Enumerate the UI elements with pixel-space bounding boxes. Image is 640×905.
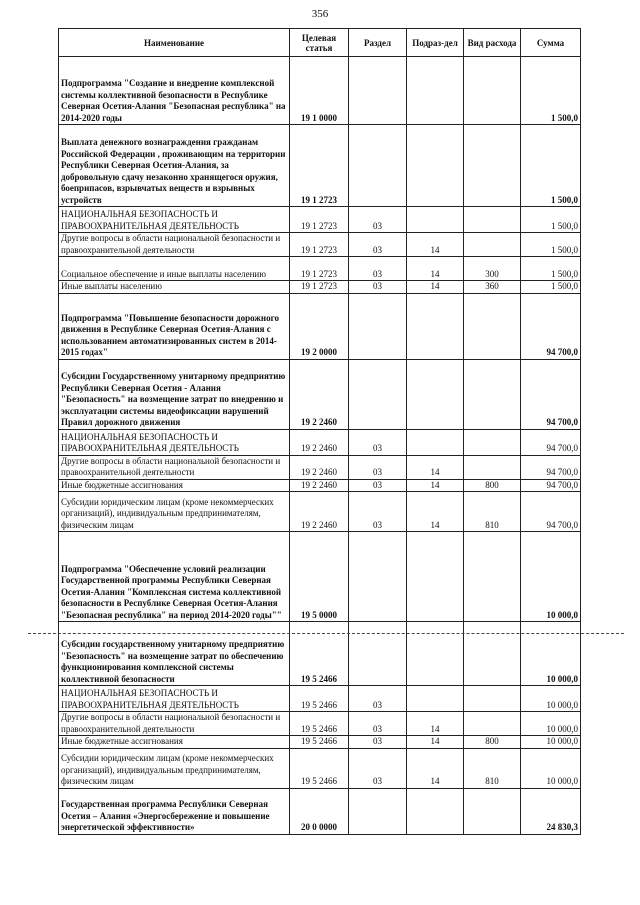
sum-cell: 94 700,0 (521, 492, 581, 532)
section-cell (349, 532, 407, 622)
expense-cell (464, 788, 521, 834)
page-number: 356 (311, 8, 329, 20)
section-cell: 03 (349, 686, 407, 712)
name-cell: Субсидии Государственному унитарному предприятию Республики Северная Осетия - Алания "Безопасность" на возмещение затрат по внедрению и эксплуатации системы видеофиксации нарушений Правил дорожного движения (59, 359, 290, 429)
target-cell: 19 2 2460 (290, 455, 349, 479)
sum-cell: 10 000,0 (521, 736, 581, 749)
sum-cell: 10 000,0 (521, 686, 581, 712)
target-cell: 19 2 2460 (290, 492, 349, 532)
target-cell: 19 1 2723 (290, 233, 349, 257)
section-cell (349, 359, 407, 429)
subsection-cell: 14 (407, 492, 464, 532)
name-cell: Субсидии государственному унитарному предприятию "Безопасность" на возмещение затрат по обеспечению функционирования комплексной системы коллективной безопасности (59, 622, 290, 686)
header-name: Наименование (59, 29, 290, 57)
name-cell: Другие вопросы в области национальной безопасности и правоохранительной деятельности (59, 233, 290, 257)
header-section: Раздел (349, 29, 407, 57)
target-cell: 19 1 0000 (290, 57, 349, 125)
section-cell: 03 (349, 748, 407, 788)
table-header-row (59, 29, 581, 57)
subsection-cell: 14 (407, 479, 464, 492)
subsection-cell: 14 (407, 748, 464, 788)
header-target-article: Целевая статья (290, 29, 349, 57)
header-sum: Сумма (521, 29, 581, 57)
section-cell: 03 (349, 233, 407, 257)
expense-cell: 800 (464, 479, 521, 492)
table-row (59, 359, 581, 429)
sum-cell: 10 000,0 (521, 712, 581, 736)
expense-cell (464, 622, 521, 686)
sum-cell: 94 700,0 (521, 479, 581, 492)
name-cell: Подпрограмма "Создание и внедрение комплексной системы коллективной безопасности в Республике Северная Осетия-Алания "Безопасная республика" на 2014-2020 годы (59, 57, 290, 125)
table-row (59, 257, 581, 281)
target-cell: 19 2 2460 (290, 479, 349, 492)
table-row (59, 788, 581, 834)
target-cell: 19 5 0000 (290, 532, 349, 622)
subsection-cell (407, 686, 464, 712)
subsection-cell (407, 125, 464, 207)
name-cell: Подпрограмма "Повышение безопасности дорожного движения в Республике Северная Осетия-Алания с использованием автоматизированных систем в 2014-2015 годах" (59, 293, 290, 359)
sum-cell: 1 500,0 (521, 281, 581, 294)
table-row (59, 622, 581, 686)
subsection-cell: 14 (407, 712, 464, 736)
section-cell: 03 (349, 257, 407, 281)
table-row (59, 207, 581, 233)
sum-cell: 1 500,0 (521, 233, 581, 257)
section-cell (349, 788, 407, 834)
target-cell: 19 5 2466 (290, 686, 349, 712)
name-cell: Другие вопросы в области национальной безопасности и правоохранительной деятельности (59, 455, 290, 479)
sum-cell: 10 000,0 (521, 622, 581, 686)
header-expense-type: Вид расхода (464, 29, 521, 57)
sum-cell: 1 500,0 (521, 257, 581, 281)
target-cell: 19 5 2466 (290, 736, 349, 749)
table-row (59, 748, 581, 788)
subsection-cell (407, 359, 464, 429)
table-row (59, 712, 581, 736)
section-cell (349, 57, 407, 125)
expense-cell: 810 (464, 492, 521, 532)
section-cell (349, 293, 407, 359)
target-cell: 19 2 0000 (290, 293, 349, 359)
section-cell: 03 (349, 492, 407, 532)
sum-cell: 94 700,0 (521, 359, 581, 429)
target-cell: 19 1 2723 (290, 207, 349, 233)
name-cell: НАЦИОНАЛЬНАЯ БЕЗОПАСНОСТЬ И ПРАВООХРАНИТЕЛЬНАЯ ДЕЯТЕЛЬНОСТЬ (59, 429, 290, 455)
section-cell (349, 125, 407, 207)
sum-cell: 1 500,0 (521, 125, 581, 207)
target-cell: 20 0 0000 (290, 788, 349, 834)
name-cell: Субсидии юридическим лицам (кроме некоммерческих организаций), индивидуальным предпринимателям, физическим лицам (59, 748, 290, 788)
expense-cell (464, 125, 521, 207)
expense-cell: 810 (464, 748, 521, 788)
table-row (59, 492, 581, 532)
section-cell: 03 (349, 207, 407, 233)
name-cell: Другие вопросы в области национальной безопасности и правоохранительной деятельности (59, 712, 290, 736)
name-cell: НАЦИОНАЛЬНАЯ БЕЗОПАСНОСТЬ И ПРАВООХРАНИТЕЛЬНАЯ ДЕЯТЕЛЬНОСТЬ (59, 207, 290, 233)
name-cell: НАЦИОНАЛЬНАЯ БЕЗОПАСНОСТЬ И ПРАВООХРАНИТЕЛЬНАЯ ДЕЯТЕЛЬНОСТЬ (59, 686, 290, 712)
budget-table (58, 28, 581, 835)
section-cell: 03 (349, 281, 407, 294)
sum-cell: 94 700,0 (521, 293, 581, 359)
table-row (59, 293, 581, 359)
table-row (59, 429, 581, 455)
name-cell: Подпрограмма "Обеспечение условий реализации Государственной программы Республики Северная Осетия-Алания "Комплексная система коллективной безопасности в Республике Северная Осетия-Алания "Безопасная республика" на период 2014-2020 годы"" (59, 532, 290, 622)
subsection-cell (407, 293, 464, 359)
target-cell: 19 2 2460 (290, 359, 349, 429)
name-cell: Иные бюджетные ассигнования (59, 479, 290, 492)
table-row (59, 233, 581, 257)
table-row (59, 455, 581, 479)
target-cell: 19 2 2460 (290, 429, 349, 455)
sum-cell: 94 700,0 (521, 429, 581, 455)
target-cell: 19 1 2723 (290, 125, 349, 207)
name-cell: Социальное обеспечение и иные выплаты населению (59, 257, 290, 281)
name-cell: Иные бюджетные ассигнования (59, 736, 290, 749)
subsection-cell: 14 (407, 257, 464, 281)
scan-cut-line (28, 633, 624, 634)
target-cell: 19 1 2723 (290, 257, 349, 281)
target-cell: 19 5 2466 (290, 622, 349, 686)
table-row (59, 736, 581, 749)
subsection-cell: 14 (407, 281, 464, 294)
expense-cell (464, 207, 521, 233)
subsection-cell (407, 429, 464, 455)
subsection-cell (407, 532, 464, 622)
expense-cell: 360 (464, 281, 521, 294)
sum-cell: 24 830,3 (521, 788, 581, 834)
section-cell: 03 (349, 455, 407, 479)
subsection-cell: 14 (407, 233, 464, 257)
table-row (59, 686, 581, 712)
expense-cell (464, 712, 521, 736)
name-cell: Выплата денежного вознаграждения гражданам Российской Федерации , проживающим на территории Республики Северная Осетия-Алания, за добровольную сдачу незаконно хранящегося оружия, боеприпасов, взрывчатых веществ и взрывных устройств (59, 125, 290, 207)
table-row (59, 125, 581, 207)
section-cell: 03 (349, 712, 407, 736)
table-row (59, 479, 581, 492)
section-cell: 03 (349, 479, 407, 492)
table-row (59, 532, 581, 622)
expense-cell (464, 293, 521, 359)
target-cell: 19 1 2723 (290, 281, 349, 294)
subsection-cell (407, 207, 464, 233)
subsection-cell (407, 788, 464, 834)
section-cell: 03 (349, 736, 407, 749)
subsection-cell (407, 622, 464, 686)
section-cell: 03 (349, 429, 407, 455)
expense-cell (464, 233, 521, 257)
expense-cell (464, 686, 521, 712)
table-row (59, 281, 581, 294)
subsection-cell (407, 57, 464, 125)
target-cell: 19 5 2466 (290, 712, 349, 736)
expense-cell (464, 455, 521, 479)
expense-cell: 300 (464, 257, 521, 281)
sum-cell: 1 500,0 (521, 57, 581, 125)
subsection-cell: 14 (407, 455, 464, 479)
expense-cell (464, 532, 521, 622)
name-cell: Субсидии юридическим лицам (кроме некоммерческих организаций), индивидуальным предпринимателям, физическим лицам (59, 492, 290, 532)
name-cell: Иные выплаты населению (59, 281, 290, 294)
sum-cell: 10 000,0 (521, 748, 581, 788)
table-row (59, 57, 581, 125)
header-subsection: Подраз-дел (407, 29, 464, 57)
section-cell (349, 622, 407, 686)
name-cell: Государственная программа Республики Северная Осетия – Алания «Энергосбережение и повышение энергетической эффективности» (59, 788, 290, 834)
expense-cell: 800 (464, 736, 521, 749)
subsection-cell: 14 (407, 736, 464, 749)
table-body (59, 57, 581, 835)
sum-cell: 94 700,0 (521, 455, 581, 479)
expense-cell (464, 57, 521, 125)
target-cell: 19 5 2466 (290, 748, 349, 788)
expense-cell (464, 429, 521, 455)
sum-cell: 10 000,0 (521, 532, 581, 622)
sum-cell: 1 500,0 (521, 207, 581, 233)
expense-cell (464, 359, 521, 429)
